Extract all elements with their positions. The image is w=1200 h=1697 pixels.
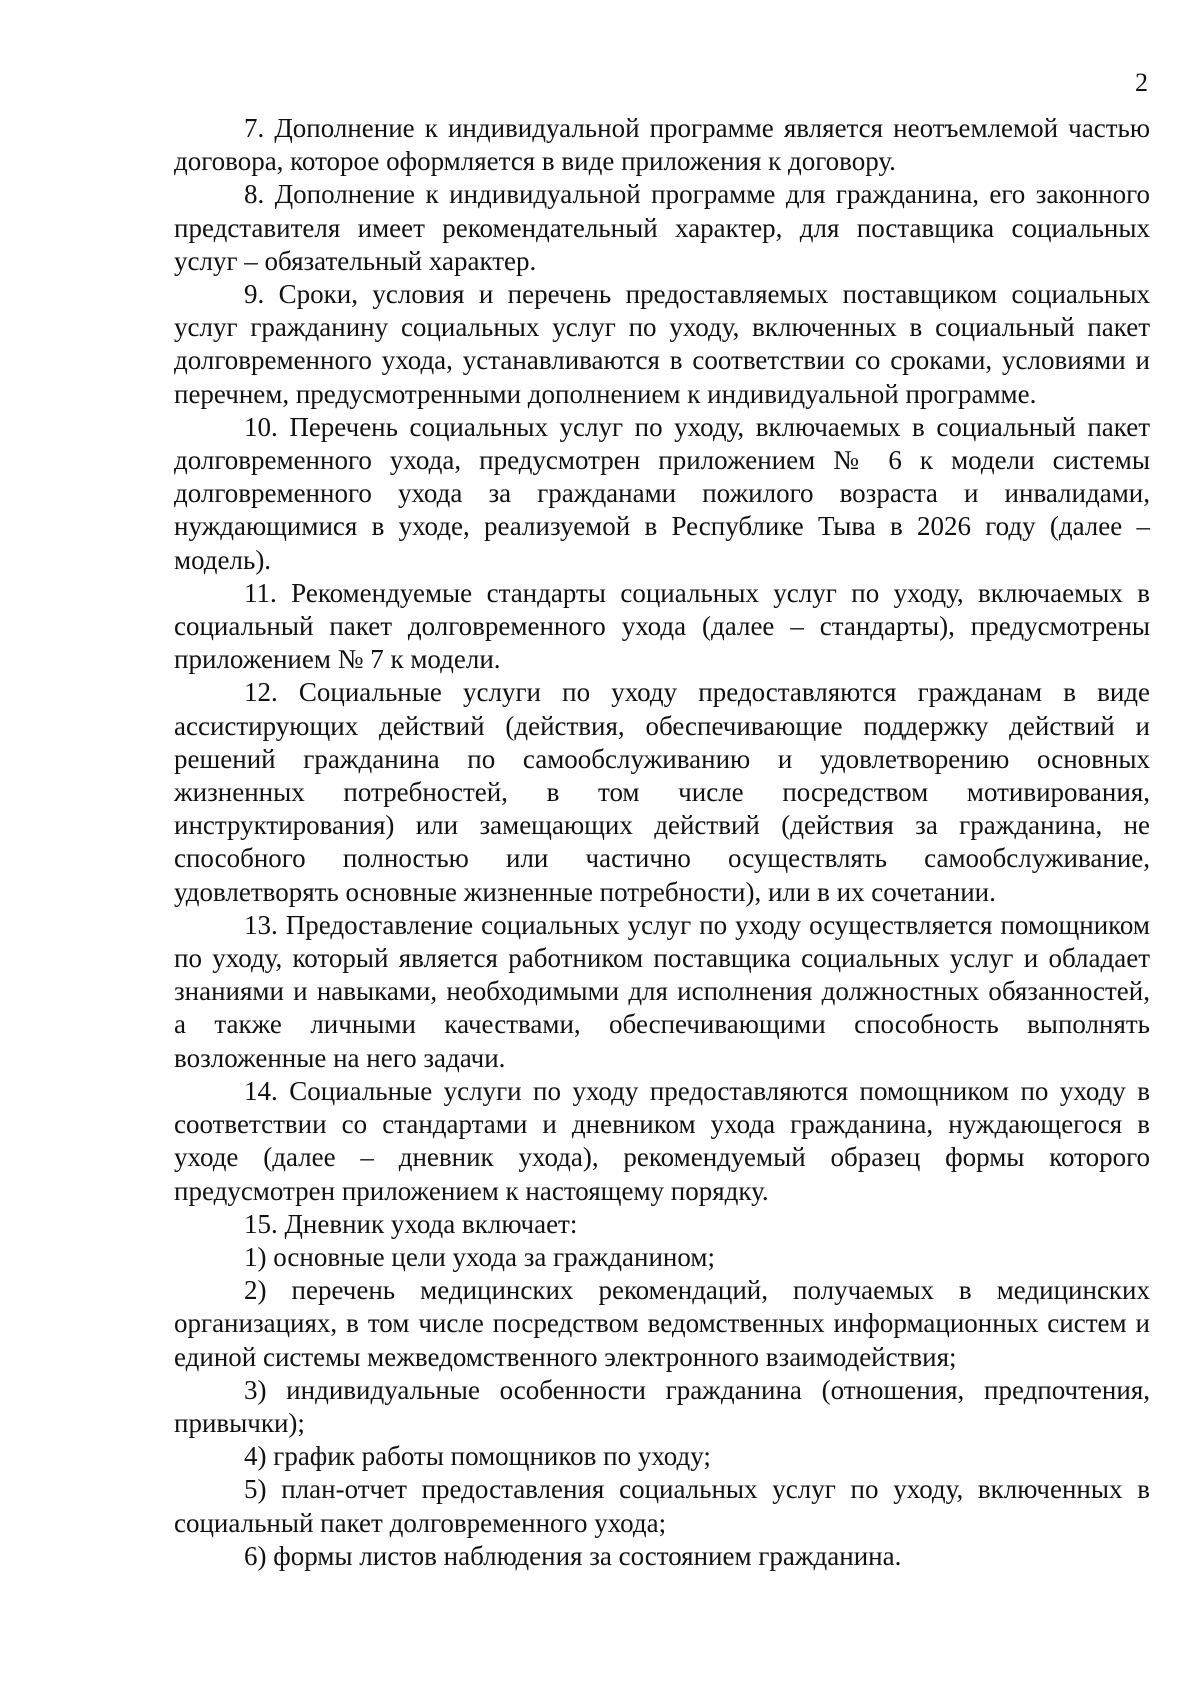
paragraph-12: 12. Социальные услуги по уходу предоставляются гражданам в виде ассистирующих действий (действия, обеспечивающие поддержку действий и решений гражданина по самообслуживанию и удовлетворению основных жизненных потребностей, в том числе посредством мотивирования, инструктирования) или замещающих действий (действия за гражданина, не способного полностью или частично осуществлять самообслуживание, удовлетворять основные жизненные потребности), или в их сочетании. — [174, 677, 1150, 907]
paragraph-9: 9. Сроки, условия и перечень предоставляемых поставщиком социальных услуг гражданину социальных услуг по уходу, включенных в социальный пакет долговременного ухода, устанавливаются в соответствии со сроками, условиями и перечнем, предусмотренными дополнением к индивидуальной программе. — [174, 279, 1150, 409]
list-item-6: 6) формы листов наблюдения за состоянием гражданина. — [244, 1540, 902, 1571]
paragraph-15: 15. Дневник ухода включает: — [244, 1208, 578, 1239]
list-item-2: 2) перечень медицинских рекомендаций, получаемых в медицинских организациях, в том числе посредством ведомственных информационных систем и единой системы межведомственного электронного взаимодействия; — [174, 1275, 1150, 1372]
paragraph-7: 7. Дополнение к индивидуальной программе является неотъемлемой частью договора, которое оформляется в виде приложения к договору. — [174, 113, 1150, 177]
paragraph-11: 11. Рекомендуемые стандарты социальных услуг по уходу, включаемых в социальный пакет долговременного ухода (далее – стандарты), предусмотрены приложением № 7 к модели. — [174, 577, 1150, 675]
paragraph-13: 13. Предоставление социальных услуг по уходу осуществляется помощником по уходу, который является работником поставщика социальных услуг и обладает знаниями и навыками, необходимыми для исполнения должностных обязанностей, а также личными качествами, обеспечивающими способность выполнять возложенные на него задачи. — [174, 909, 1150, 1073]
page-number: 2 — [1135, 68, 1148, 97]
list-item-1: 1) основные цели ухода за гражданином; — [244, 1241, 715, 1272]
list-item-4: 4) график работы помощников по уходу; — [244, 1441, 711, 1472]
paragraph-10: 10. Перечень социальных услуг по уходу, включаемых в социальный пакет долговременного ухода, предусмотрен приложением № 6 к модели системы долговременного ухода за гражданами пожилого возраста и инвалидами, нуждающимися в уходе, реализуемой в Республике Тыва в 2026 году (далее – модель). — [174, 411, 1150, 575]
document-body — [174, 112, 1150, 1573]
list-item-3: 3) индивидуальные особенности гражданина (отношения, предпочтения, привычки); — [174, 1374, 1150, 1438]
list-item-5: 5) план-отчет предоставления социальных услуг по уходу, включенных в социальный пакет долговременного ухода; — [174, 1474, 1150, 1538]
paragraph-14: 14. Социальные услуги по уходу предоставляются помощником по уходу в соответствии со стандартами и дневником ухода гражданина, нуждающегося в уходе (далее – дневник ухода), рекомендуемый образец формы которого предусмотрен приложением к настоящему порядку. — [174, 1075, 1150, 1206]
paragraph-8: 8. Дополнение к индивидуальной программе для гражданина, его законного представителя имеет рекомендательный характер, для поставщика социальных услуг – обязательный характер. — [174, 179, 1150, 276]
